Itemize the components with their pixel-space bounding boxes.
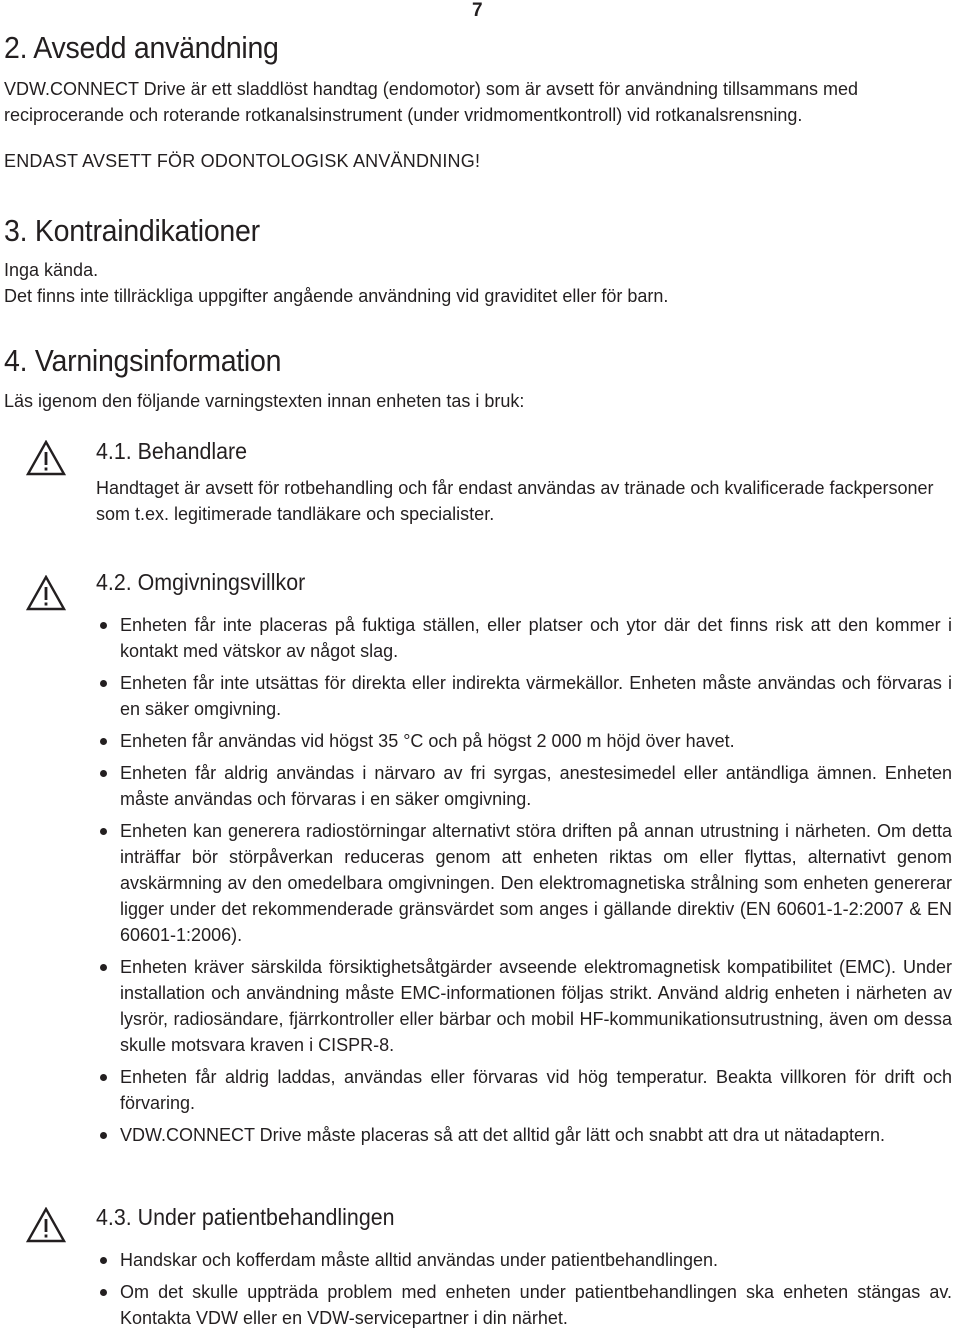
list-item [96,954,952,1058]
list-item-text: Handskar och kofferdam måste alltid användas under patientbehandlingen. [120,1250,719,1270]
section-warnings [4,343,952,414]
operator-text: Handtaget är avsett för rotbehandling och får endast användas av tränade och kvalificerade fackpersoner som t.ex. legitimerade tandläkare och specialister. [96,478,934,524]
section-contraindications [4,213,952,309]
warning-triangle-icon [26,440,66,476]
list-item-text: Enheten får aldrig användas i närvaro av fri syrgas, anestesimedel eller antändliga ämnen. Enheten måste användas och förvaras i en säker omgivning. [120,763,952,809]
section-heading-warnings: 4. Varningsinformation [4,343,282,378]
warning-triangle-icon [26,575,66,611]
warning-triangle-icon [26,1207,66,1243]
bullet-icon [100,964,107,971]
list-item-text: Enheten får användas vid högst 35 °C och på högst 2 000 m höjd över havet. [120,731,735,751]
bullet-icon [100,738,107,745]
subsection-operator [96,437,952,527]
list-item [96,1064,952,1116]
bullet-icon [100,770,107,777]
list-item-text: Om det skulle uppträda problem med enheten under patientbehandlingen ska enheten stängas av. Kontakta VDW eller en VDW-servicepartner i din närhet. [120,1282,952,1328]
bullet-icon [100,1132,107,1139]
list-item-text: VDW.CONNECT Drive måste placeras så att det alltid går lätt och snabbt att dra ut nätadaptern. [120,1125,886,1145]
subsection-heading-patient-treatment: 4.3. Under patientbehandlingen [96,1204,395,1230]
list-item-text: Enheten får inte utsättas för direkta eller indirekta värmekällor. Enheten måste användas och förvaras i en säker omgivning. [120,673,952,719]
subsection-environment [96,568,952,1154]
bullet-icon [100,1074,107,1081]
section-intended-use [4,30,952,174]
subsection-patient-treatment [96,1203,952,1337]
subsection-heading-operator: 4.1. Behandlare [96,438,248,464]
bullet-icon [100,622,107,629]
contraindications-pregnancy-children: Det finns inte tillräckliga uppgifter angående användning vid graviditet eller för barn. [4,286,669,306]
list-item [96,760,952,812]
list-item [96,1279,952,1331]
list-item-text: Enheten kräver särskilda försiktighetsåtgärder avseende elektromagnetisk kompatibilitet (EMC). Under installation och användning måste EMC-informationen följas strikt. Använd aldrig enheten i närheten av lysrör, radiosändare, fjärrkontroller eller bärbar och mobil HF-kommunikationsutrustning, även om dessa skulle motsvara kraven i CISPR-8. [120,957,952,1055]
dental-use-only-notice: ENDAST AVSETT FÖR ODONTOLOGISK ANVÄNDNING! [4,151,481,171]
list-item-text: Enheten får inte placeras på fuktiga ställen, eller platser och ytor där det finns risk att den kommer i kontakt med vätskor av något slag. [120,615,952,661]
bullet-icon [100,1289,107,1296]
list-item [96,670,952,722]
bullet-icon [100,828,107,835]
warnings-intro: Läs igenom den följande varningstexten innan enheten tas i bruk: [4,391,525,411]
subsection-heading-environment: 4.2. Omgivningsvillkor [96,569,306,595]
list-item [96,818,952,948]
list-item-text: Enheten får aldrig laddas, användas eller förvaras vid hög temperatur. Beakta villkoren för drift och förvaring. [120,1067,952,1113]
list-item [96,1122,952,1148]
environment-list [96,612,952,1148]
list-item-text: Enheten kan generera radiostörningar alternativt störa driften på annan utrustning i närheten. Om detta inträffar bör störpåverkan reduceras genom att enheten riktas om eller flyttas, alternativt genom avskärmning av den omedelbara omgivningen. Den elektromagnetiska strålning som enheten genererar ligger under det rekommenderade gränsvärdet som anges i gällande direktiv (EN 60601-1-2:2007 & EN 60601-1:2006). [120,821,952,945]
intended-use-text: VDW.CONNECT Drive är ett sladdlöst handtag (endomotor) som är avsett för användning tillsammans med reciprocerande och roterande rotkanalsinstrument (under vridmomentkontroll) vid rotkanalsrensning. [4,79,859,125]
section-heading-contraindications: 3. Kontraindikationer [4,213,260,248]
bullet-icon [100,1257,107,1264]
list-item [96,728,952,754]
section-heading-intended-use: 2. Avsedd användning [4,30,279,65]
patient-treatment-list [96,1247,952,1331]
list-item [96,612,952,664]
bullet-icon [100,680,107,687]
page-number: 7 [472,0,483,21]
contraindications-none: Inga kända. [4,260,99,280]
list-item [96,1247,952,1273]
